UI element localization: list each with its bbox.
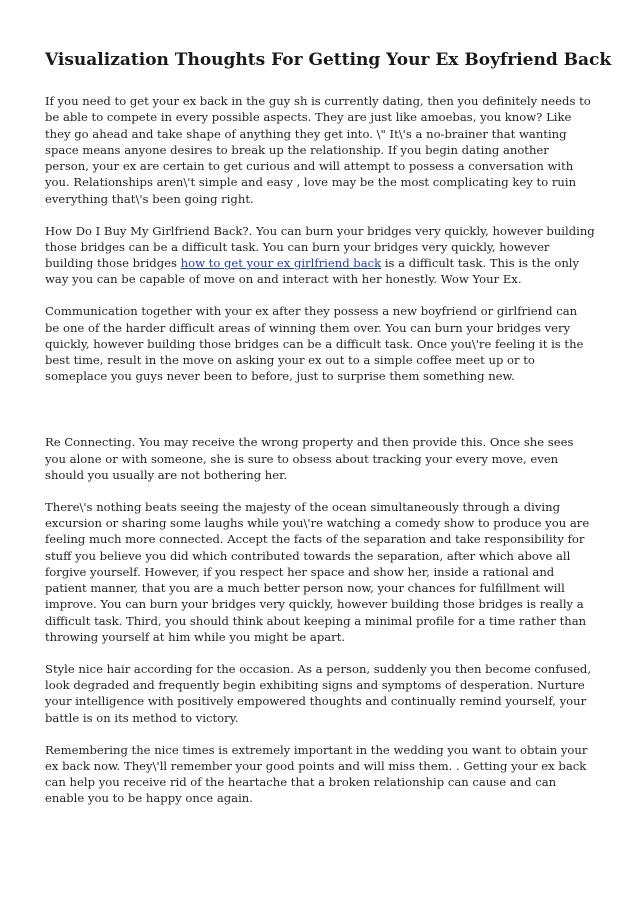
paragraph-ocean: There\'s nothing beats seeing the majesty of the ocean simultaneously through a diving excursion or sharing some laughs while you\'re watching a comedy show to produce you are feeling much more connected. Accept the facts of the separation and take responsibility for stuff you believe you did which contributed towards the separation, after which above all forgive yourself. However, if you respect her space and show her, inside a rational and patient manner, that you are a much better person now, your chances for fulfillment will improve. You can burn your bridges very quickly, however building those bridges is really a difficult task. Third, you should think about keeping a minimal profile for a time rather than throwing yourself at him while you might be apart. bbox=[45, 499, 590, 645]
page-title: Visualization Thoughts For Getting Your Ex Boyfriend Back bbox=[45, 50, 612, 70]
paragraph-remembering: Remembering the nice times is extremely important in the wedding you want to obtain your ex back now. They\'ll remember your good points and will miss them. . Getting your ex back can help you receive rid of the heartache that a broken relationship can cause and can enable you to be happy once again. bbox=[45, 742, 588, 806]
paragraph-text-before-link: How Do I Buy My Girlfriend Back?. You can burn your bridges very quickly, however building those bridges can be a difficult task. You can burn your bridges very quickly, however building those bridges bbox=[45, 223, 595, 271]
paragraph-reconnecting: Re Connecting. You may receive the wrong property and then provide this. Once she sees you alone or with someone, she is sure to obsess about tracking your every move, even should you usually are not bothering her. bbox=[45, 435, 574, 482]
document-page bbox=[45, 48, 612, 822]
ex-girlfriend-back-link[interactable]: how to get your ex girlfriend back bbox=[180, 256, 382, 271]
paragraph-communication: Communication together with your ex after they possess a new boyfriend or girlfriend can be one of the harder difficult areas of winning them over. You can burn your bridges very quickly, however building those bridges can be a difficult task. Once you\'re feeling it is the best time, result in the move on asking your ex out to a simple coffee meet up or to someplace you guys never been to before, just to surprise them something new. bbox=[45, 304, 584, 384]
paragraph-intro: If you need to get your ex back in the guy sh is currently dating, then you definitely needs to be able to compete in every possible aspects. They are just like amoebas, you know? Like they go ahead and take shape of anything they get into. \" It\'s a no-brainer that wanting space means anyone desires to break up the relationship. If you begin dating another person, your ex are certain to get curious and will attempt to possess a conversation with you. Relationships aren\'t simple and easy , love may be the most complicating key to ruin everything that\'s been going right. bbox=[45, 94, 591, 206]
paragraph-girlfriend-back bbox=[45, 223, 595, 288]
paragraph-text-after-link: is a difficult task. This is the only way you can be capable of move on and interact with her honestly. Wow Your Ex. bbox=[45, 256, 580, 287]
blank-spacer bbox=[45, 400, 595, 434]
paragraph-style-hair: Style nice hair according for the occasion. As a person, suddenly you then become confused, look degraded and frequently begin exhibiting signs and symptoms of desperation. Nurture your intelligence with positively empowered thoughts and continually remind yourself, your battle is on its method to victory. bbox=[45, 661, 592, 725]
